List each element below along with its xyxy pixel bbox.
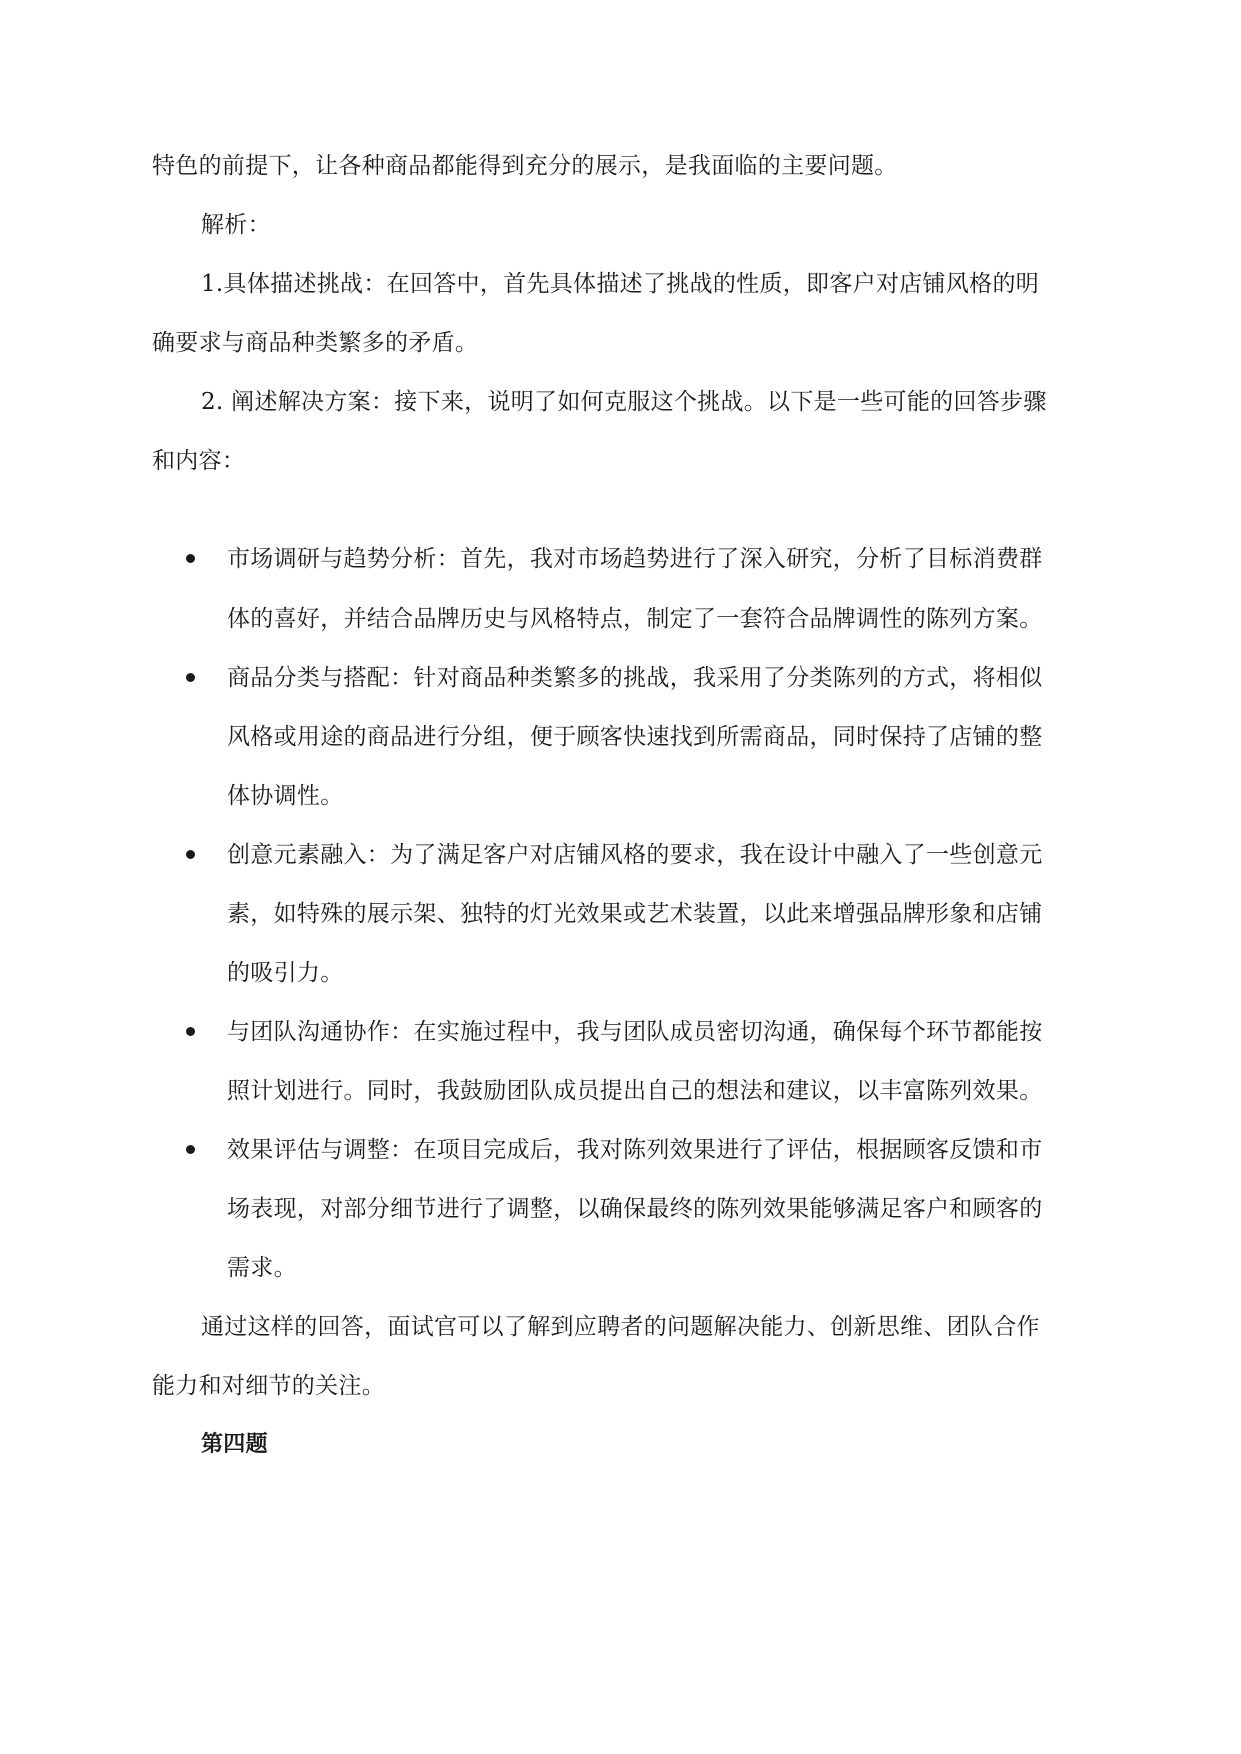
conclusion-line1: 通过这样的回答，面试官可以了解到应聘者的问题解决能力、创新思维、团队合作	[201, 1314, 1040, 1340]
bullet-2-line1: 商品分类与搭配：针对商品种类繁多的挑战，我采用了分类陈列的方式，将相似	[227, 665, 1043, 691]
bullet-4-line2: 照计划进行。同时，我鼓励团队成员提出自己的想法和建议，以丰富陈列效果。	[227, 1078, 1043, 1104]
bullet-3-line2: 素，如特殊的展示架、独特的灯光效果或艺术装置，以此来增强品牌形象和店铺	[227, 901, 1043, 927]
bullet-1-line2: 体的喜好，并结合品牌历史与风格特点，制定了一套符合品牌调性的陈列方案。	[227, 606, 1043, 632]
bullet-dot	[186, 1145, 195, 1154]
bullet-2-line3: 体协调性。	[227, 783, 344, 809]
section-heading: 第四题	[201, 1432, 268, 1457]
bullet-dot	[186, 850, 195, 859]
bullet-3-line1: 创意元素融入：为了满足客户对店铺风格的要求，我在设计中融入了一些创意元	[227, 842, 1043, 868]
point2-line2: 和内容：	[152, 448, 246, 474]
bullet-4-line1: 与团队沟通协作：在实施过程中，我与团队成员密切沟通，确保每个环节都能按	[227, 1019, 1043, 1045]
bullet-dot	[186, 554, 195, 563]
point1-line2: 确要求与商品种类繁多的矛盾。	[152, 330, 479, 356]
bullet-5-line2: 场表现，对部分细节进行了调整，以确保最终的陈列效果能够满足客户和顾客的	[227, 1196, 1043, 1222]
conclusion-line2: 能力和对细节的关注。	[152, 1373, 385, 1399]
bullet-5-line1: 效果评估与调整：在项目完成后，我对陈列效果进行了评估，根据顾客反馈和市	[227, 1137, 1043, 1163]
bullet-3-line3: 的吸引力。	[227, 960, 344, 986]
bullet-2-line2: 风格或用途的商品进行分组，便于顾客快速找到所需商品，同时保持了店铺的整	[227, 724, 1043, 750]
bullet-dot	[186, 1027, 195, 1036]
point1-line1: 1.具体描述挑战：在回答中，首先具体描述了挑战的性质，即客户对店铺风格的明	[201, 271, 1040, 297]
bullet-dot	[186, 673, 195, 682]
bullet-5-line3: 需求。	[227, 1255, 297, 1281]
point2-line1: 2. 阐述解决方案：接下来，说明了如何克服这个挑战。以下是一些可能的回答步骤	[201, 389, 1047, 415]
analysis-label: 解析：	[201, 212, 271, 238]
bullet-1-line1: 市场调研与趋势分析：首先，我对市场趋势进行了深入研究，分析了目标消费群	[227, 546, 1043, 572]
intro-paragraph-tail: 特色的前提下，让各种商品都能得到充分的展示，是我面临的主要问题。	[152, 153, 898, 179]
